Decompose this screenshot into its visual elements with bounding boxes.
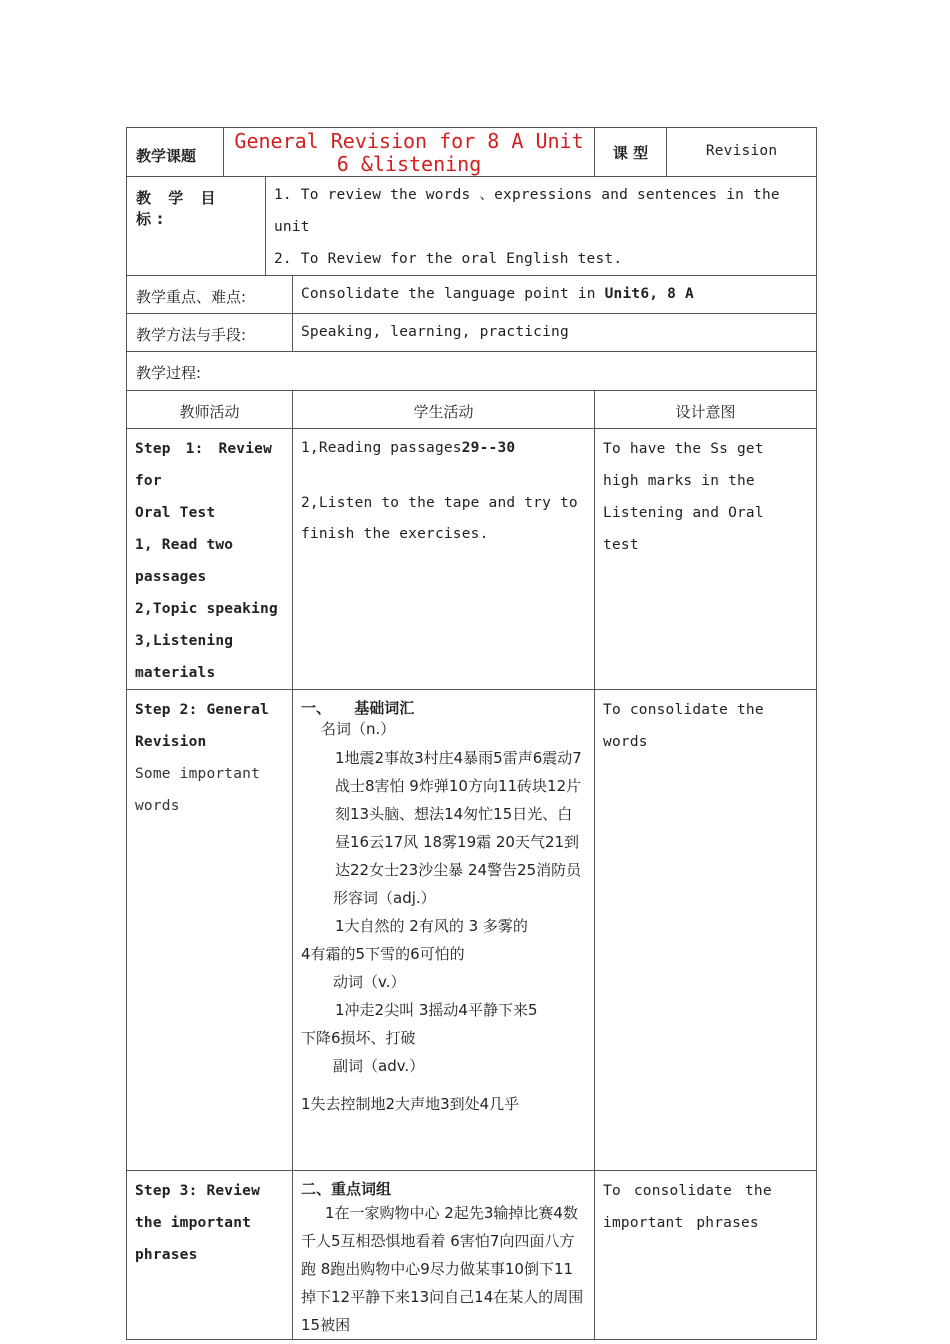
adv-items: 1失去控制地2大声地3到处4几乎 (301, 1095, 520, 1113)
objective-item: 1. To review the words 、expressions and sentences in the unit (274, 187, 780, 235)
column-header-row (127, 391, 817, 429)
key-points-row (127, 276, 817, 314)
table-row (127, 690, 817, 1171)
step1-student (293, 429, 595, 690)
step2-intent: To consolidate the words (595, 690, 817, 1171)
key-points-unit: Unit6, 8 A (604, 286, 694, 302)
type-value: Revision (667, 128, 817, 177)
verb-label: 动词（v.） (333, 973, 406, 991)
table-row (127, 429, 817, 690)
objective-item: 2. To Review for the oral English test. (274, 251, 623, 267)
adj-items: 4有霜的5下雪的6可怕的 (301, 945, 465, 963)
step1-line: 1, Read two passages (135, 537, 234, 585)
table-row (127, 1171, 817, 1340)
step1-line: 2,Topic speaking (135, 601, 278, 617)
step2-title: Step 2: General Revision (135, 702, 269, 750)
step1-line: 3,Listening materials (135, 633, 234, 681)
key-points-label: 教学重点、难点: (127, 276, 293, 314)
lesson-plan-table (126, 127, 817, 1340)
column-student: 学生活动 (293, 391, 595, 429)
header-row (127, 128, 817, 177)
step3-teacher: Step 3: Review the important phrases (127, 1171, 293, 1340)
process-label: 教学过程: (127, 352, 817, 391)
phrases-items: 1在一家购物中心 2起先3输掉比赛4数千人5互相恐惧地看着 6害怕7向四面八方跑 8跑出购物中心9尽力做某事10倒下11掉下12平静下来13问自己14在某人的周围15被困 (301, 1204, 584, 1334)
step2-student (293, 690, 595, 1171)
step1-student-b: 2,Listen to the tape and try to finish the exercises. (301, 495, 578, 542)
key-points-value (293, 276, 817, 314)
step1-student-a (301, 433, 586, 464)
lesson-title: General Revision for 8 A Unit 6 &listening (224, 128, 595, 177)
objectives-label: 教 学 目 标: (127, 177, 266, 276)
noun-items: 1地震2事故3村庄4暴雨5雷声6震动7战士8害怕 9炸弹10方向11砖块12片刻13头脑、想法14匆忙15日光、白昼16云17风 18雾19霜 20天气21到达22女士23沙尘暴 24警告25消防员 (335, 749, 582, 879)
process-row (127, 352, 817, 391)
methods-row (127, 314, 817, 352)
vocab-heading: 一、 基础词汇 (301, 699, 415, 717)
step1-line: Oral Test (135, 505, 216, 521)
phrases-heading: 二、重点词组 (301, 1180, 392, 1198)
lesson-plan (126, 127, 816, 1340)
noun-label: 名词（n.） (321, 720, 396, 738)
step1-line: Step 1: Review for (135, 441, 273, 489)
topic-label: 教学课题 (127, 128, 224, 177)
step3-student (293, 1171, 595, 1340)
verb-items: 1冲走2尖叫 3摇动4平静下来5 (335, 1001, 538, 1019)
step3-intent: To consolidate the important phrases (595, 1171, 817, 1340)
methods-label: 教学方法与手段: (127, 314, 293, 352)
objectives-row (127, 177, 817, 276)
step1-intent: To have the Ss get high marks in the Listening and Oral test (595, 429, 817, 690)
adv-label: 副词（adv.） (333, 1057, 425, 1075)
column-intent: 设计意图 (595, 391, 817, 429)
verb-items: 下降6损坏、打破 (301, 1029, 416, 1047)
methods-value: Speaking, learning, practicing (293, 314, 817, 352)
step2-subtitle: Some important words (135, 766, 261, 814)
adj-label: 形容词（adj.） (333, 889, 436, 907)
objectives-list (266, 177, 817, 276)
type-label: 课 型 (595, 128, 667, 177)
step1-student-a-text: 1,Reading passages (301, 440, 462, 456)
adj-items: 1大自然的 2有风的 3 多雾的 (335, 917, 528, 935)
key-points-text: Consolidate the language point in (301, 286, 605, 302)
step1-student-a-pages: 29--30 (461, 440, 516, 456)
column-teacher: 教师活动 (127, 391, 293, 429)
step1-teacher (127, 429, 293, 690)
step2-teacher (127, 690, 293, 1171)
